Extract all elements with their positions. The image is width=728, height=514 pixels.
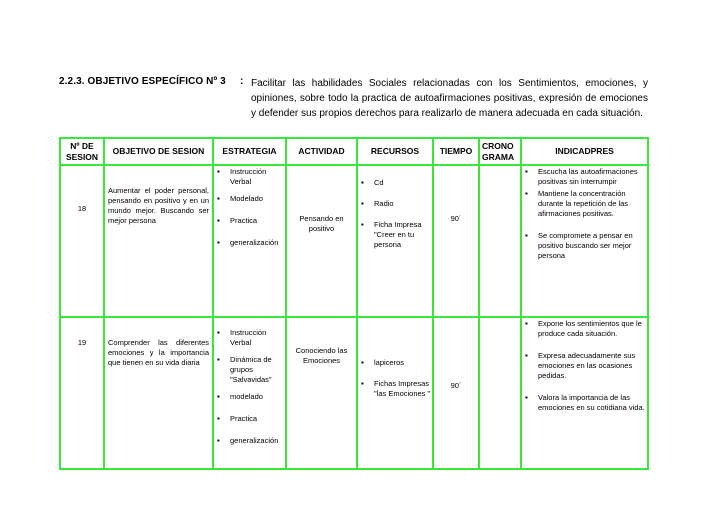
schedule-cell xyxy=(479,317,521,469)
indicator-item: ▪ Escucha las autoafirmaciones positivas sin interrumpir xyxy=(522,167,647,187)
activity-text: Conociendo las Emociones xyxy=(295,346,348,365)
activity-cell xyxy=(286,165,357,317)
session-number-text: 19 xyxy=(77,338,87,347)
strategy-cell xyxy=(213,317,286,469)
indicator-item: ▪ Mantiene la concentración durante la repetición de las afirmaciones positivas. xyxy=(522,189,647,219)
strategy-item: ▪ Practica xyxy=(214,414,285,424)
table-header-row xyxy=(60,138,648,165)
resources-cell xyxy=(357,317,433,469)
resources-cell xyxy=(357,165,433,317)
session-objective-text: Comprender las diferentes emociones y la importancia que tienen en su vida diaria xyxy=(108,338,209,367)
strategy-item: ▪ Instrucción Verbal xyxy=(214,328,285,348)
strategy-cell xyxy=(213,165,286,317)
resource-item: ▪ Cd xyxy=(358,178,432,188)
header-recursos: RECURSOS xyxy=(357,138,433,165)
indicator-item: ▪ Valora la importancia de las emociones en su cotidiana vida. xyxy=(522,393,647,413)
session-number xyxy=(60,317,104,469)
objective-text: Facilitar las habilidades Sociales relacionadas con los Sentimientos, emociones, y opiniones, sobre todo la practica de autoafirmaciones positivas, expresión de emociones y defender sus propios derechos para realizarlo de manera adecuada en cada situación. xyxy=(251,78,648,119)
session-number xyxy=(60,165,104,317)
time-text: 90´ xyxy=(450,214,462,223)
time-text: 90´ xyxy=(450,381,462,390)
resource-item: ▪ Ficha Impresa "Creer en tu persona xyxy=(358,220,432,250)
activity-text: Pensando en positivo xyxy=(299,214,344,233)
objective-label: 2.2.3. OBJETIVO ESPECÍFICO Nº 3 xyxy=(59,76,226,87)
strategy-item: ▪ Instrucción Verbal xyxy=(214,167,285,187)
header-indicadores: INDICADPRES xyxy=(521,138,648,165)
indicators-cell xyxy=(521,165,648,317)
header-actividad: ACTIVIDAD xyxy=(286,138,357,165)
schedule-cell xyxy=(479,165,521,317)
strategy-item: ▪ generalización xyxy=(214,238,285,248)
session-objective xyxy=(104,317,213,469)
header-cronograma: CRONO GRAMA xyxy=(479,138,521,165)
header-nro: Nº DE SESION xyxy=(60,138,104,165)
time-cell xyxy=(433,165,479,317)
indicator-item: ▪ Se compromete a pensar en positivo buscando ser mejor persona xyxy=(522,231,647,261)
time-cell xyxy=(433,317,479,469)
table-row xyxy=(60,317,648,469)
header-objetivo: OBJETIVO DE SESION xyxy=(104,138,213,165)
objective-colon: : xyxy=(240,76,244,87)
header-tiempo: TIEMPO xyxy=(433,138,479,165)
strategy-item: ▪ Dinámica de grupos "Salvavidas" xyxy=(214,355,285,385)
strategy-item: ▪ generalización xyxy=(214,436,285,446)
activity-cell xyxy=(286,317,357,469)
indicators-cell xyxy=(521,317,648,469)
resource-item: ▪ Radio xyxy=(358,199,432,209)
table-row xyxy=(60,165,648,317)
strategy-item: ▪ modelado xyxy=(214,392,285,402)
indicator-item: ▪ Expone los sentimientos que le produce cada situación. xyxy=(522,319,647,339)
session-number-text: 18 xyxy=(77,204,87,213)
strategy-item: ▪ Practica xyxy=(214,216,285,226)
session-objective-text: Aumentar el poder personal, pensando en positivo y en un mundo mejor. Buscando ser mejor persona xyxy=(108,186,209,225)
resource-item: ▪ Fichas Impresas "las Emociones " xyxy=(358,379,432,399)
indicator-item: ▪ Expresa adecuadamente sus emociones en las ocasiones pedidas. xyxy=(522,351,647,381)
header-estrategia: ESTRATEGIA xyxy=(213,138,286,165)
session-objective xyxy=(104,165,213,317)
session-plan-table xyxy=(59,137,649,470)
strategy-item: ▪ Modelado xyxy=(214,194,285,204)
resource-item: ▪ lapiceros xyxy=(358,358,432,368)
